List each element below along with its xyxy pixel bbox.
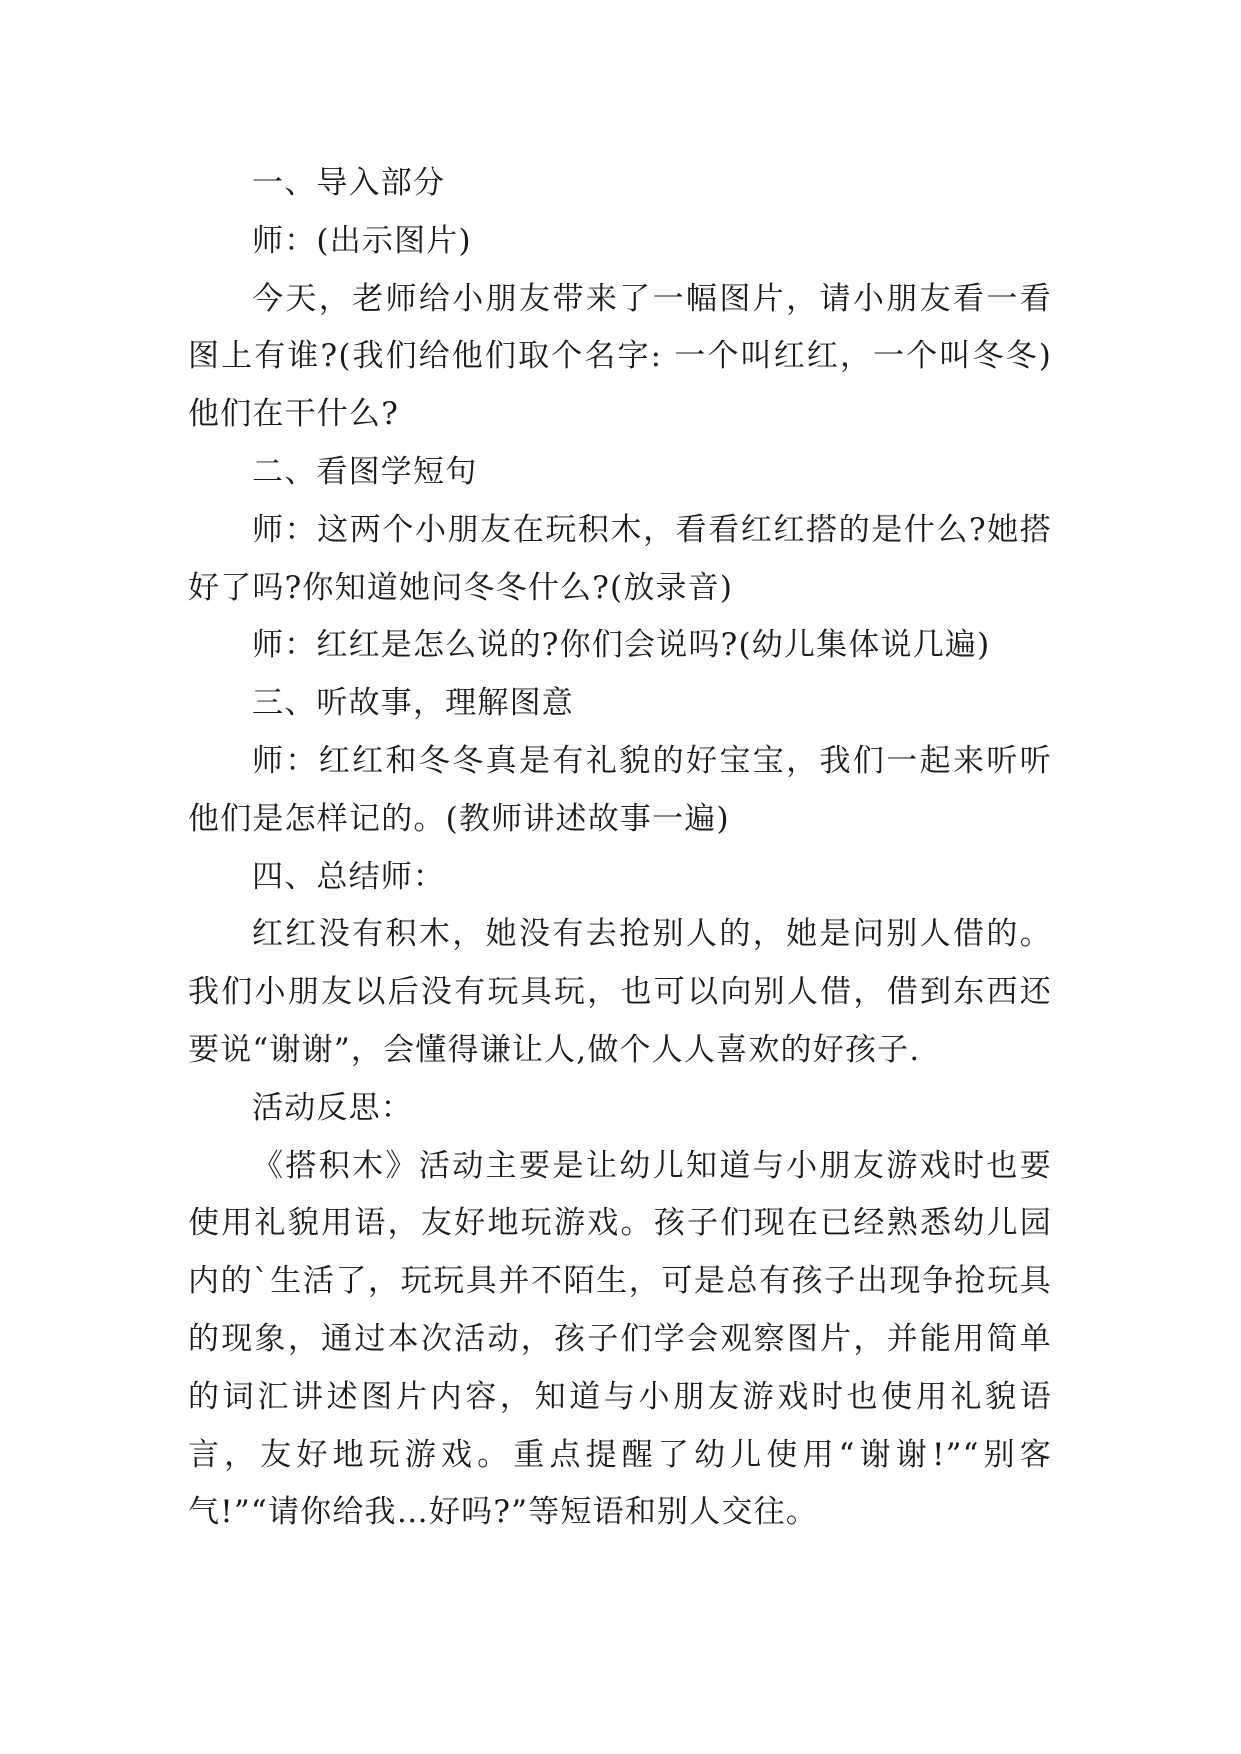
teacher-line: 师：(出示图片) — [252, 222, 472, 259]
teacher-line: 师：红红是怎么说的?你们会说吗?(幼儿集体说几遍) — [252, 627, 991, 664]
paragraph: 红红没有积木，她没有去抢别人的，她是问别人借的。我们小朋友以后没有玩具玩，也可以向别人借，借到东西还要说“谢谢”，会懂得谦让人,做个人人喜欢的好孩子. — [188, 916, 1052, 1068]
section-heading-story: 三、听故事，理解图意 — [252, 685, 574, 722]
teacher-line: 师：这两个小朋友在玩积木，看看红红搭的是什么?她搭好了吗?你知道她问冬冬什么?(放录音) — [188, 511, 1052, 606]
teacher-line: 师：红红和冬冬真是有礼貌的好宝宝，我们一起来听听他们是怎样记的。(教师讲述故事一遍) — [188, 742, 1052, 837]
paragraph: 今天，老师给小朋友带来了一幅图片，请小朋友看一看图上有谁?(我们给他们取个名字: 一个叫红红，一个叫冬冬)他们在干什么? — [188, 280, 1052, 433]
section-heading-sentences: 二、看图学短句 — [252, 453, 478, 490]
section-heading-summary: 四、总结师： — [252, 858, 446, 895]
document-body — [188, 155, 1052, 1542]
section-heading-reflection: 活动反思： — [252, 1089, 413, 1126]
paragraph: 《搭积木》活动主要是让幼儿知道与小朋友游戏时也要使用礼貌用语，友好地玩游戏。孩子们现在已经熟悉幼儿园内的`生活了，玩玩具并不陌生，可是总有孩子出现争抢玩具的现象，通过本次活动，孩子们学会观察图片，并能用简单的词汇讲述图片内容，知道与小朋友游戏时也使用礼貌语言，友好地玩游戏。重点提醒了幼儿使用“谢谢!”“别客气!”“请你给我…好吗?”等短语和别人交往。 — [188, 1147, 1052, 1531]
section-heading-intro: 一、导入部分 — [252, 165, 446, 201]
